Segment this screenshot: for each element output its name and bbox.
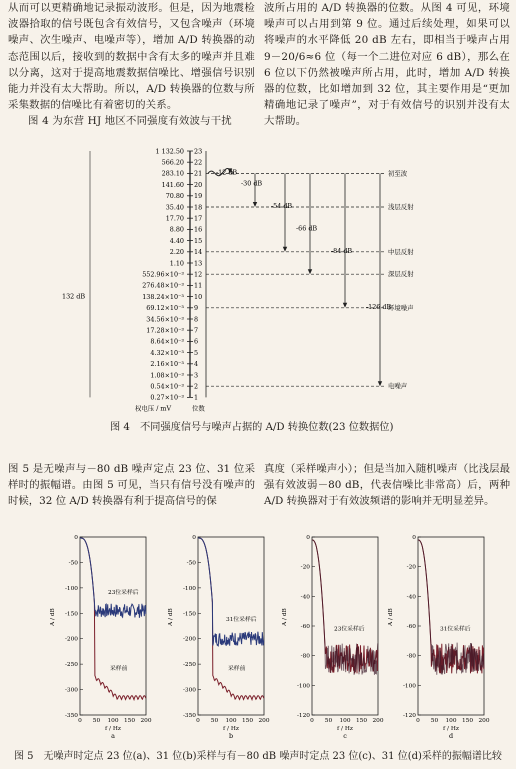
- series-label-after: 31位采样后: [226, 616, 257, 623]
- amplitude-label: 1.08×10⁻³: [150, 371, 184, 380]
- spectrum-panel-d: [388, 535, 490, 740]
- x-axis-label: f / Hz: [337, 726, 353, 732]
- signal-arrowhead: [283, 247, 287, 252]
- signal-arrowhead: [308, 269, 312, 274]
- x-tick-label: 200: [258, 718, 270, 724]
- bit-number-label: 21: [194, 169, 203, 178]
- signal-type-label: 环境噪声: [388, 303, 414, 312]
- figure-4-diagram: [60, 143, 460, 418]
- y-tick-label: -100: [402, 683, 416, 690]
- series-label-after: 23位采样后: [334, 626, 365, 633]
- panel-letter: b: [228, 732, 234, 740]
- x-tick-label: 0: [416, 718, 420, 724]
- series-label-after: 31位采样后: [440, 626, 471, 633]
- plot-frame: [80, 537, 146, 715]
- y-tick-label: -120: [402, 713, 416, 719]
- amplitude-label: 552.96×10⁻³: [142, 270, 184, 279]
- y-tick-label: -200: [64, 636, 78, 643]
- y-tick-label: -50: [68, 560, 78, 567]
- x-tick-label: 100: [445, 718, 457, 724]
- y-tick-label: -300: [64, 687, 78, 694]
- x-tick-label: 150: [241, 718, 254, 724]
- axis-left-label: 权电压 / mV: [135, 404, 172, 413]
- figure-4-caption: 图 4 不同强度信号与噪声占据的 A/D 转换位数(23 位数据位): [110, 422, 394, 433]
- x-tick-label: 200: [372, 718, 384, 724]
- x-tick-label: 150: [461, 718, 474, 724]
- bit-scale: [62, 147, 206, 412]
- amplitude-label: 1 132.50: [155, 147, 184, 156]
- y-tick-label: -250: [64, 662, 78, 669]
- spectrum-panel-c: [282, 535, 384, 740]
- amplitude-label: 283.10: [161, 169, 184, 178]
- y-tick-label: -50: [186, 560, 196, 567]
- y-axis-label: A / dB: [168, 608, 174, 626]
- figure-5-spectra: [40, 527, 510, 745]
- bit-number-label: 6: [194, 337, 199, 346]
- signal-type-label: 深层反射: [388, 270, 414, 279]
- x-tick-label: 100: [225, 718, 237, 724]
- range-label: 132 dB: [62, 292, 86, 301]
- amplitude-label: 4.40: [169, 236, 184, 245]
- x-tick-label: 100: [107, 718, 119, 724]
- series-label-before: 采样前: [110, 666, 128, 673]
- x-tick-label: 0: [196, 718, 200, 724]
- bit-number-label: 9: [194, 304, 199, 313]
- y-tick-label: 0: [74, 535, 78, 541]
- series-label-after: 23位采样后: [108, 589, 139, 596]
- x-tick-label: 50: [430, 718, 439, 724]
- y-tick-label: -100: [182, 585, 196, 592]
- x-tick-label: 0: [310, 718, 314, 724]
- y-tick-label: -200: [182, 636, 196, 643]
- x-axis-label: f / Hz: [443, 726, 459, 732]
- amplitude-label: 0.27×10⁻³: [150, 393, 184, 402]
- db-level-label: -54 dB: [271, 202, 293, 210]
- panel-letter: d: [448, 732, 454, 740]
- y-tick-label: -250: [182, 662, 196, 669]
- y-tick-label: -40: [300, 594, 310, 601]
- panel-letter: a: [111, 732, 115, 740]
- db-level-label: -126 dB: [366, 302, 392, 311]
- y-axis-label: A / dB: [50, 608, 56, 626]
- amplitude-label: 8.64×10⁻³: [150, 337, 184, 346]
- db-level-label: -84 dB: [331, 246, 353, 255]
- bit-number-label: 11: [194, 281, 203, 290]
- axis-right-label: 位数: [192, 404, 205, 413]
- x-tick-label: 150: [123, 718, 136, 724]
- spectrum-panel-a: [50, 535, 152, 740]
- amplitude-label: 2.16×10⁻³: [150, 360, 184, 369]
- top-left-text-2: 图 4 为东营 HJ 地区不同强度有效波与干扰: [28, 115, 232, 128]
- bit-number-label: 12: [194, 270, 203, 279]
- signal-arrowhead: [378, 381, 382, 386]
- signal-type-label: 电噪声: [388, 382, 408, 391]
- paragraph-top-right: 波所占用的 A/D 转换器的位数。从图 4 可见，环境噪声可以占用到第 9 位。通过后续处理，如果可以将噪声的水平降低 20 dB 左右，即相当于噪声占用 9－20/6≈6 位（每一个二进位对应 6 dB），那么在 6 位以下仍然被噪声所占用，此时，增加 A/D 转换器的位数，比如增加到 32 位，其主要作用是“更加精确地记录了噪声”，对于有效信号的识别并没有太大帮助。: [264, 2, 510, 128]
- y-tick-label: -300: [182, 687, 196, 694]
- bit-number-label: 17: [194, 214, 203, 223]
- y-tick-label: -20: [406, 564, 416, 571]
- amplitude-label: 17.28×10⁻³: [146, 326, 184, 335]
- amplitude-label: 0.54×10⁻³: [150, 382, 184, 391]
- db-level-label: -66 dB: [296, 224, 318, 233]
- y-tick-label: 0: [192, 535, 196, 541]
- bit-number-label: 14: [194, 248, 203, 257]
- figure-5-caption: 图 5 无噪声时定点 23 位(a)、31 位(b)采样与有－80 dB 噪声时定点 23 位(c)、31 位(d)采样的振幅谱比较: [14, 751, 502, 762]
- amplitude-label: 35.40: [165, 203, 184, 212]
- y-tick-label: -150: [182, 611, 196, 618]
- y-tick-label: -350: [64, 713, 78, 719]
- bit-number-label: 3: [194, 371, 199, 380]
- bit-number-label: 15: [194, 236, 203, 245]
- x-axis-label: f / Hz: [105, 726, 121, 732]
- series-noisy-dark: [312, 540, 378, 675]
- bit-number-label: 18: [194, 203, 203, 212]
- amplitude-label: 141.60: [161, 180, 184, 189]
- amplitude-label: 276.48×10⁻³: [142, 281, 184, 290]
- bit-number-label: 8: [194, 315, 199, 324]
- bit-number-label: 4: [194, 360, 199, 369]
- bit-number-label: 5: [194, 348, 199, 357]
- y-tick-label: 0: [412, 535, 416, 541]
- x-tick-label: 50: [92, 718, 101, 724]
- x-tick-label: 0: [78, 718, 82, 724]
- spectrum-panel-b: [168, 535, 270, 740]
- paragraph-mid-right: 真度（采样噪声小）；但是当加入随机噪声（比浅层最强有效波弱－80 dB，代表信噪比非常高）后，两种 A/D 转换器对于有效波频谱的影响并无明显差异。: [264, 463, 510, 508]
- y-tick-label: -100: [64, 585, 78, 592]
- signal-arrowhead: [253, 202, 257, 207]
- amplitude-label: 70.80: [165, 192, 184, 201]
- amplitude-label: 2.20: [169, 248, 184, 257]
- amplitude-label: 34.56×10⁻³: [146, 315, 184, 324]
- bit-number-label: 22: [194, 158, 203, 167]
- top-left-text: 从而可以更精确地记录振动波形。但是，因为地震检波器拾取的信号既包含有效信号，又包含噪声（环境噪声、次生噪声、电噪声等），增加 A/D 转换器的动态范围以后，接收到的数据中含有太多的噪声并且难以分离，这对于提高地震数据信噪比、增强信号识别能力并没有太大帮助。所以，A/D 转换器的位数与所采集数据的信噪比有着密切的关系。: [8, 2, 255, 112]
- bit-number-label: 2: [194, 382, 199, 391]
- x-tick-label: 50: [210, 718, 219, 724]
- x-tick-label: 150: [355, 718, 368, 724]
- series-before-sampling: [80, 538, 146, 700]
- amplitude-label: 566.20: [161, 158, 184, 167]
- paragraph-top-left: [8, 0, 255, 130]
- series-after-sampling: [198, 538, 264, 646]
- y-tick-label: -150: [64, 611, 78, 618]
- y-tick-label: -100: [296, 683, 310, 690]
- y-tick-label: -40: [406, 594, 416, 601]
- bit-number-label: 1: [194, 393, 199, 402]
- x-tick-label: 200: [140, 718, 152, 724]
- amplitude-label: 8.80: [169, 225, 184, 234]
- x-axis-label: f / Hz: [223, 726, 239, 732]
- panel-letter: c: [343, 732, 347, 740]
- amplitude-label: 69.12×10⁻³: [146, 304, 184, 313]
- y-tick-label: -80: [300, 653, 310, 660]
- signal-type-label: 浅层反射: [388, 203, 414, 211]
- y-tick-label: 0: [306, 535, 310, 541]
- amplitude-label: 138.24×10⁻³: [142, 292, 184, 301]
- y-tick-label: -60: [406, 624, 416, 630]
- signal-arrowhead: [343, 303, 347, 308]
- x-tick-label: 100: [339, 718, 351, 724]
- y-tick-label: -120: [296, 713, 310, 719]
- series-after-sampling: [80, 538, 146, 618]
- bit-number-label: 19: [194, 192, 203, 201]
- bit-number-label: 13: [194, 259, 203, 268]
- amplitude-label: 4.32×10⁻³: [150, 348, 184, 357]
- series-label-before: 采样前: [228, 666, 246, 673]
- y-tick-label: -60: [300, 624, 310, 630]
- y-axis-label: A / dB: [282, 608, 288, 626]
- signal-level-arrows: [206, 168, 414, 390]
- signal-type-label: 中层反射: [388, 247, 414, 256]
- bit-number-label: 20: [194, 180, 203, 189]
- y-tick-label: -20: [300, 564, 310, 571]
- x-tick-label: 200: [478, 718, 490, 724]
- amplitude-label: 17.70: [165, 214, 184, 223]
- bit-number-label: 16: [194, 225, 203, 234]
- plot-frame: [198, 537, 264, 715]
- db-level-label: -12 dB: [216, 168, 238, 177]
- signal-type-label: 初至波: [388, 169, 408, 178]
- x-tick-label: 50: [324, 718, 333, 724]
- paragraph-mid-left: 图 5 是无噪声与－80 dB 噪声定点 23 位、31 位采样时的振幅谱。由图 5 可见，当只有信号没有噪声的时候，32 位 A/D 转换器有利于提高信号的保: [8, 463, 255, 508]
- y-tick-label: -350: [182, 713, 196, 719]
- amplitude-label: 1.10: [169, 259, 184, 268]
- y-axis-label: A / dB: [388, 608, 394, 626]
- bit-number-label: 23: [194, 147, 203, 156]
- y-tick-label: -80: [406, 653, 416, 660]
- db-level-label: -30 dB: [241, 179, 263, 188]
- bit-number-label: 7: [194, 326, 199, 335]
- bit-number-label: 10: [194, 292, 203, 301]
